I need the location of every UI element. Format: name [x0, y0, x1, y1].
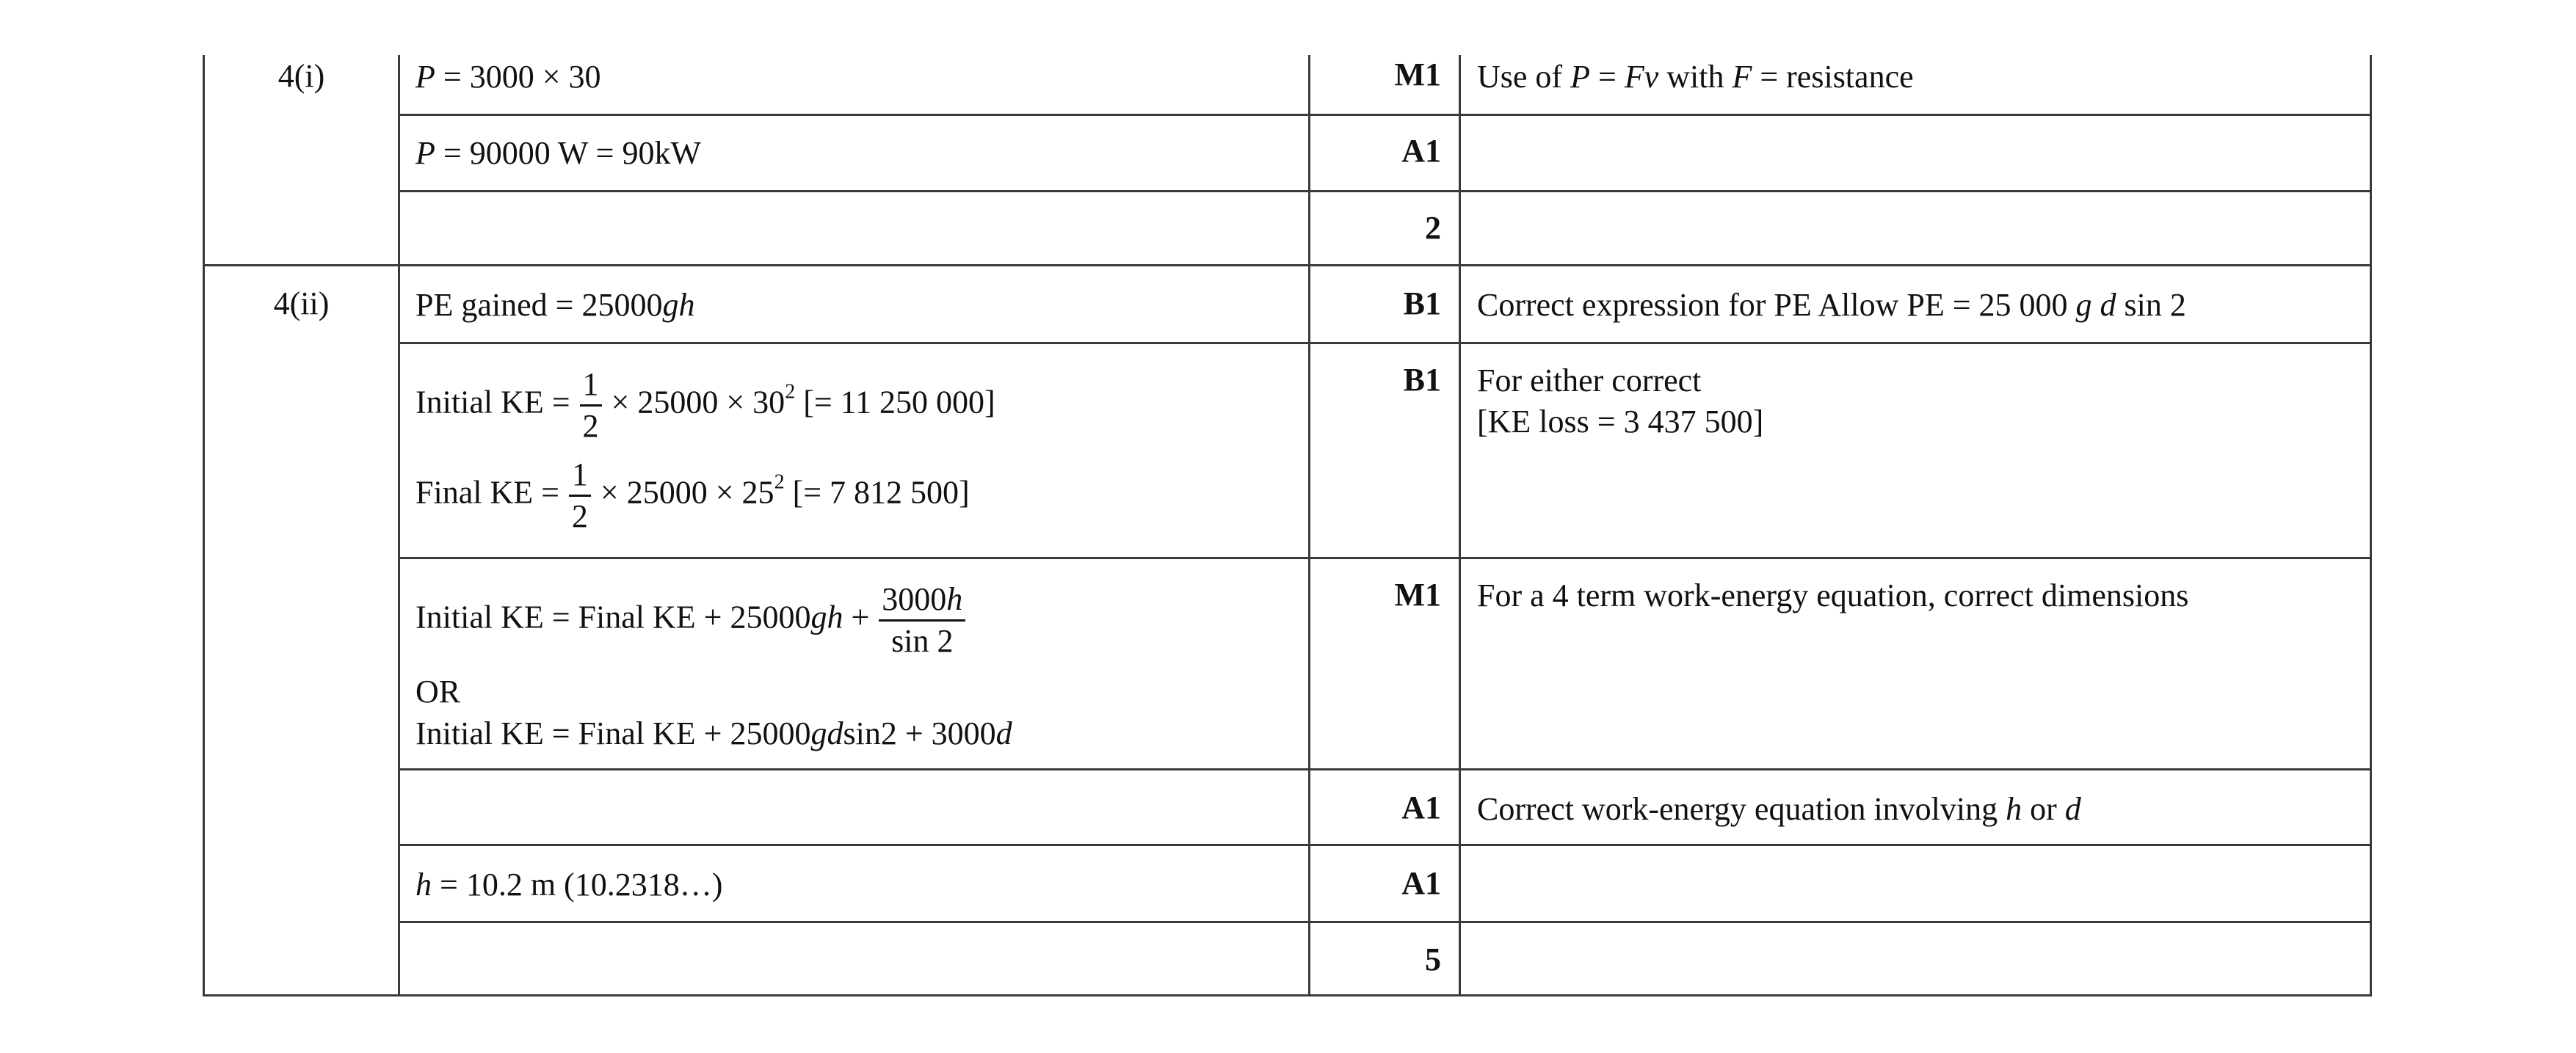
mark-code: B1	[1403, 362, 1441, 398]
row-divider	[398, 114, 2372, 116]
column-divider-1	[398, 55, 400, 996]
column-divider-2	[1308, 55, 1310, 996]
mark-code: B1	[1403, 285, 1441, 321]
question-number: 4(i)	[277, 58, 325, 94]
working-text: OR	[416, 674, 461, 710]
working-equation: Initial KE = $\frac{1}{2}$ × $25000 \times 30^2$ [= 11 250 000]	[416, 365, 995, 446]
mark-code: M1	[1394, 577, 1441, 613]
mark-code: A1	[1401, 790, 1441, 826]
mark-total: 5	[1425, 941, 1441, 977]
row-divider	[398, 921, 2372, 923]
fraction: $\frac{1}{2}$	[569, 455, 591, 536]
working-text: h = 10.2 m (10.2318…)	[416, 867, 723, 903]
guidance-text: For a 4 term work-energy equation, correct dimensions	[1477, 577, 2189, 613]
mark-code: M1	[1394, 57, 1441, 92]
mark-total: 2	[1425, 210, 1441, 246]
table-border-bottom	[203, 994, 2372, 996]
mark-code: A1	[1401, 133, 1441, 169]
fraction: $\frac{3000h}{\sin 2}$	[879, 580, 965, 661]
row-divider	[398, 557, 2372, 559]
table-border-right	[2370, 55, 2372, 996]
mark-code: A1	[1401, 865, 1441, 901]
row-divider	[398, 342, 2372, 344]
working-equation: Final KE = $\frac{1}{2}$ × $25000 \times 25^2$ [= 7 812 500]	[416, 455, 970, 536]
row-divider	[398, 190, 2372, 192]
row-divider	[398, 768, 2372, 770]
working-equation: Initial KE = Final KE + 25000gh + $\frac{3000h}{\sin 2}$	[416, 580, 967, 661]
working-text: PE gained = 25000gh	[416, 287, 695, 323]
column-divider-3	[1459, 55, 1461, 996]
question-number: 4(ii)	[273, 285, 330, 321]
working-text: P = 90000 W = 90kW	[416, 135, 701, 171]
working-equation: Initial KE = Final KE + 25000gdsin2 + 3000d	[416, 715, 1012, 751]
section-divider	[203, 264, 2372, 266]
row-divider	[398, 844, 2372, 846]
guidance-text: [KE loss = 3 437 500]	[1477, 404, 1764, 440]
guidance-text: Correct expression for PE Allow PE = 25 000 g d sin 2	[1477, 287, 2186, 323]
fraction: $\frac{1}{2}$	[580, 365, 602, 446]
working-text: P = 3000 × 30	[416, 59, 601, 95]
guidance-text: Use of P = Fv with F = resistance	[1477, 59, 1914, 95]
table-border-left	[203, 55, 205, 996]
guidance-text: Correct work-energy equation involving h or d	[1477, 791, 2081, 827]
guidance-text: For either correct	[1477, 362, 1702, 398]
